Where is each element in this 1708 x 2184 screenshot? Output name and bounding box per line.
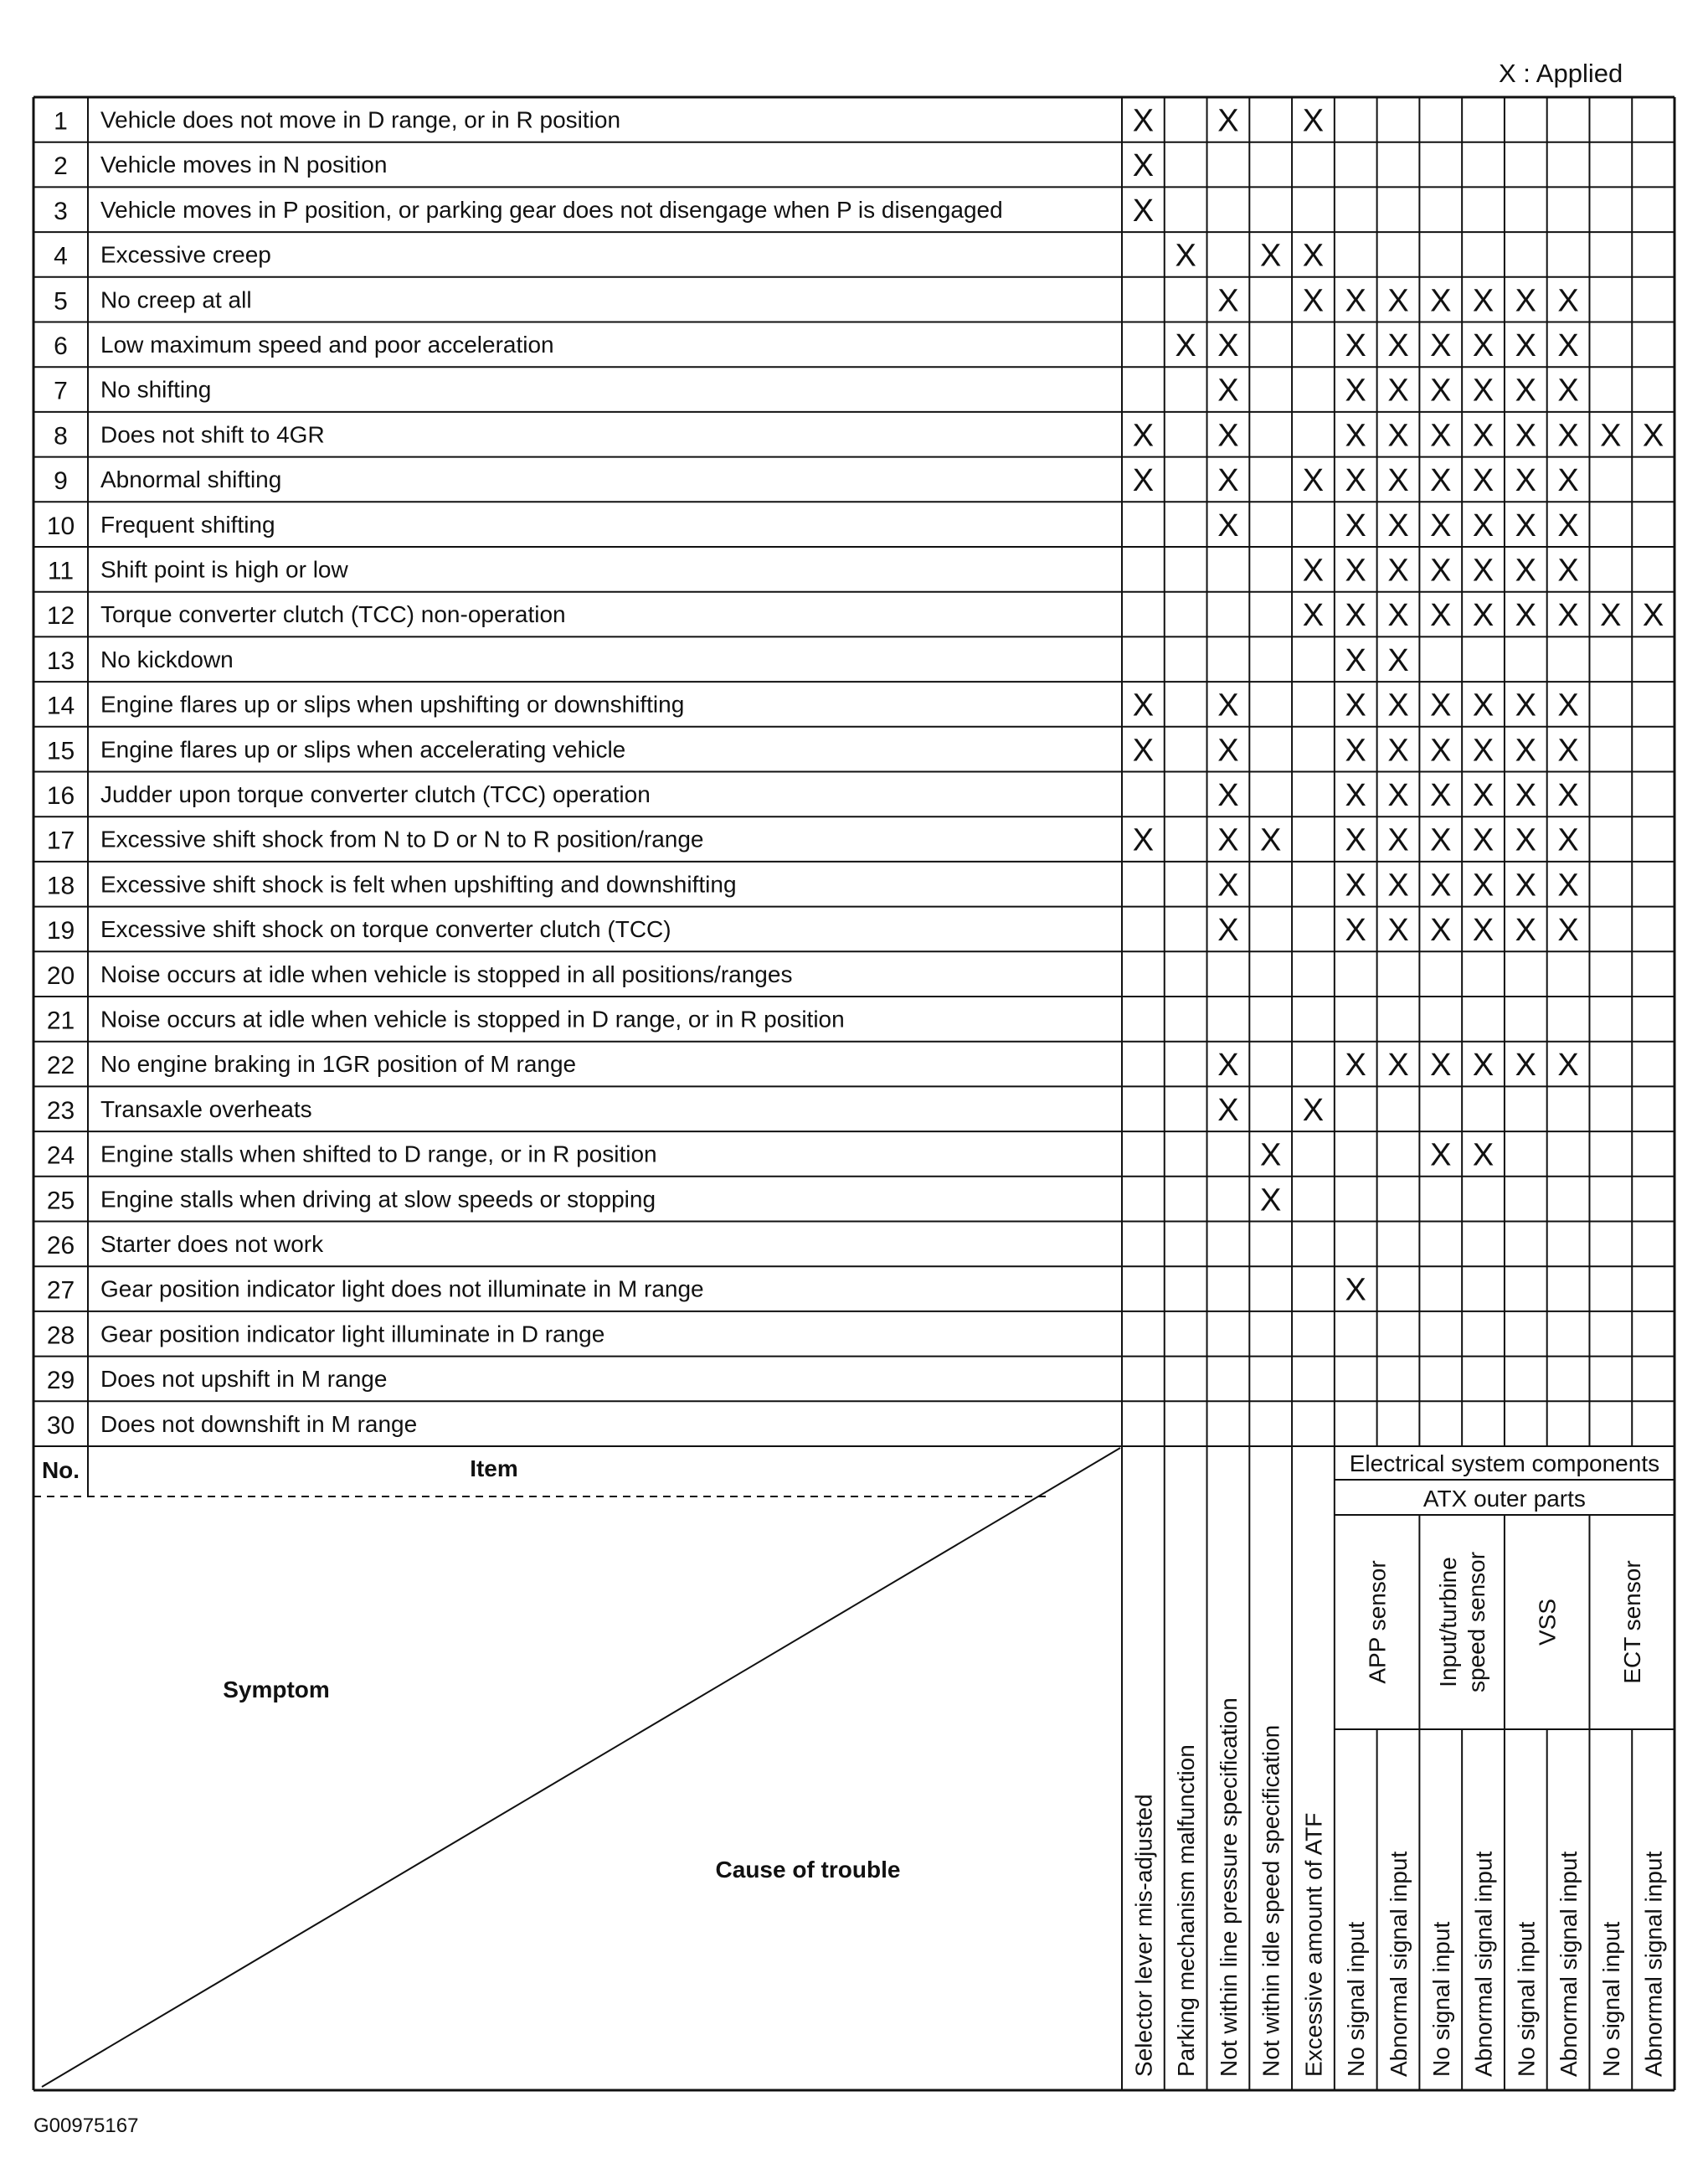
sensor-group-label: ECT sensor bbox=[1619, 1560, 1646, 1684]
applied-mark: X bbox=[1217, 103, 1239, 139]
row-number: 28 bbox=[46, 1321, 75, 1350]
applied-mark: X bbox=[1387, 733, 1409, 769]
row-number: 1 bbox=[54, 107, 68, 136]
cause-label: Parking mechanism malfunction bbox=[1173, 1744, 1200, 2077]
symptom-item: Vehicle moves in N position bbox=[100, 152, 388, 178]
applied-mark: X bbox=[1472, 463, 1494, 499]
cause-label: Not within line pressure specification bbox=[1215, 1697, 1242, 2077]
document-id: G00975167 bbox=[33, 2114, 139, 2137]
symptom-item: Torque converter clutch (TCC) non-operation bbox=[100, 601, 566, 628]
symptom-item: Engine flares up or slips when accelerating vehicle bbox=[100, 736, 626, 763]
symptom-item: Judder upon torque converter clutch (TCC) operation bbox=[100, 781, 651, 808]
applied-mark: X bbox=[1217, 1092, 1239, 1128]
applied-mark: X bbox=[1557, 283, 1579, 319]
applied-mark: X bbox=[1345, 1048, 1366, 1084]
symptom-item: Frequent shifting bbox=[100, 511, 275, 538]
applied-mark: X bbox=[1260, 1137, 1282, 1173]
cause-label: No signal input bbox=[1513, 1921, 1540, 2077]
row-number: 16 bbox=[46, 782, 75, 811]
cause-label: Abnormal signal input bbox=[1556, 1851, 1582, 2077]
symptom-item: Vehicle moves in P position, or parking gear does not disengage when P is disengaged bbox=[100, 196, 1003, 223]
applied-mark: X bbox=[1642, 418, 1664, 454]
symptom-item: Shift point is high or low bbox=[100, 556, 348, 583]
row-number: 29 bbox=[46, 1367, 75, 1395]
symptom-item: No kickdown bbox=[100, 646, 234, 672]
applied-mark: X bbox=[1387, 778, 1409, 814]
applied-mark: X bbox=[1387, 418, 1409, 454]
symptom-item: Noise occurs at idle when vehicle is stopped in all positions/ranges bbox=[100, 961, 793, 987]
sensor-group-label: APP sensor bbox=[1364, 1560, 1391, 1684]
applied-mark: X bbox=[1557, 688, 1579, 724]
applied-mark: X bbox=[1557, 1048, 1579, 1084]
cause-label: Selector lever mis-adjusted bbox=[1130, 1794, 1157, 2077]
sensor-group-label: speed sensor bbox=[1464, 1551, 1490, 1693]
atx-group-label: ATX outer parts bbox=[1422, 1486, 1586, 1512]
symptom-item: Vehicle does not move in D range, or in R position bbox=[100, 106, 621, 133]
item-header: Item bbox=[470, 1455, 518, 1481]
row-number: 14 bbox=[46, 692, 75, 720]
applied-mark: X bbox=[1132, 463, 1155, 499]
applied-mark: X bbox=[1515, 778, 1536, 814]
applied-mark: X bbox=[1430, 1048, 1452, 1084]
applied-mark: X bbox=[1515, 1048, 1536, 1084]
applied-mark: X bbox=[1345, 598, 1366, 634]
applied-mark: X bbox=[1387, 868, 1409, 904]
row-number: 22 bbox=[46, 1052, 75, 1080]
applied-mark: X bbox=[1430, 733, 1452, 769]
cause-label: Excessive amount of ATF bbox=[1300, 1812, 1327, 2077]
symptom-item: Abnormal shifting bbox=[100, 466, 282, 493]
row-number: 30 bbox=[46, 1411, 75, 1440]
applied-mark: X bbox=[1557, 507, 1579, 543]
applied-mark: X bbox=[1132, 103, 1155, 139]
row-number: 6 bbox=[54, 332, 68, 361]
applied-mark: X bbox=[1345, 868, 1366, 904]
applied-mark: X bbox=[1217, 418, 1239, 454]
applied-mark: X bbox=[1430, 507, 1452, 543]
diagonal-line bbox=[42, 1448, 1120, 2087]
row-number: 13 bbox=[46, 646, 75, 675]
applied-mark: X bbox=[1217, 868, 1239, 904]
symptom-item: Does not shift to 4GR bbox=[100, 421, 325, 448]
applied-mark: X bbox=[1557, 373, 1579, 409]
applied-mark: X bbox=[1472, 553, 1494, 589]
applied-mark: X bbox=[1557, 778, 1579, 814]
row-number: 23 bbox=[46, 1096, 75, 1125]
row-number: 7 bbox=[54, 377, 68, 405]
applied-mark: X bbox=[1387, 283, 1409, 319]
applied-mark: X bbox=[1387, 507, 1409, 543]
symptom-item: Engine flares up or slips when upshifting or downshifting bbox=[100, 691, 685, 718]
applied-mark: X bbox=[1430, 822, 1452, 858]
electrical-group-label: Electrical system components bbox=[1349, 1450, 1660, 1476]
applied-mark: X bbox=[1430, 778, 1452, 814]
applied-mark: X bbox=[1515, 733, 1536, 769]
applied-mark: X bbox=[1387, 642, 1409, 678]
row-number: 12 bbox=[46, 602, 75, 631]
applied-mark: X bbox=[1515, 418, 1536, 454]
applied-mark: X bbox=[1387, 688, 1409, 724]
applied-mark: X bbox=[1260, 1182, 1282, 1218]
symptom-item: Excessive shift shock on torque converter clutch (TCC) bbox=[100, 916, 671, 943]
applied-mark: X bbox=[1430, 463, 1452, 499]
row-number: 10 bbox=[46, 512, 75, 540]
applied-mark: X bbox=[1430, 418, 1452, 454]
applied-mark: X bbox=[1345, 553, 1366, 589]
applied-mark: X bbox=[1175, 238, 1196, 274]
applied-mark: X bbox=[1217, 778, 1239, 814]
applied-mark: X bbox=[1345, 507, 1366, 543]
applied-mark: X bbox=[1430, 553, 1452, 589]
applied-mark: X bbox=[1472, 328, 1494, 364]
applied-mark: X bbox=[1217, 507, 1239, 543]
applied-mark: X bbox=[1132, 822, 1155, 858]
applied-mark: X bbox=[1600, 418, 1622, 454]
applied-mark: X bbox=[1387, 553, 1409, 589]
applied-mark: X bbox=[1557, 418, 1579, 454]
row-number: 25 bbox=[46, 1187, 75, 1215]
applied-mark: X bbox=[1515, 283, 1536, 319]
applied-mark: X bbox=[1217, 463, 1239, 499]
row-number: 26 bbox=[46, 1232, 75, 1260]
symptom-item: Does not upshift in M range bbox=[100, 1366, 388, 1393]
cause-label: Abnormal signal input bbox=[1470, 1851, 1497, 2077]
symptom-header: Symptom bbox=[223, 1677, 330, 1702]
symptom-item: Starter does not work bbox=[100, 1231, 324, 1258]
applied-mark: X bbox=[1302, 103, 1325, 139]
applied-mark: X bbox=[1217, 688, 1239, 724]
legend-applied: X : Applied bbox=[1499, 59, 1623, 88]
applied-mark: X bbox=[1132, 688, 1155, 724]
applied-mark: X bbox=[1472, 778, 1494, 814]
no-header: No. bbox=[41, 1457, 80, 1483]
applied-mark: X bbox=[1515, 688, 1536, 724]
symptom-item: Does not downshift in M range bbox=[100, 1410, 418, 1437]
applied-mark: X bbox=[1472, 1137, 1494, 1173]
applied-mark: X bbox=[1217, 913, 1239, 949]
applied-mark: X bbox=[1430, 688, 1452, 724]
applied-mark: X bbox=[1557, 822, 1579, 858]
applied-mark: X bbox=[1345, 328, 1366, 364]
applied-mark: X bbox=[1472, 418, 1494, 454]
row-number: 20 bbox=[46, 961, 75, 990]
applied-mark: X bbox=[1302, 463, 1325, 499]
symptom-item: Excessive shift shock is felt when upshifting and downshifting bbox=[100, 871, 737, 898]
applied-mark: X bbox=[1472, 688, 1494, 724]
applied-mark: X bbox=[1472, 598, 1494, 634]
applied-mark: X bbox=[1557, 463, 1579, 499]
cause-label: Abnormal signal input bbox=[1640, 1851, 1667, 2077]
row-number: 9 bbox=[54, 467, 68, 496]
symptom-item: Noise occurs at idle when vehicle is stopped in D range, or in R position bbox=[100, 1006, 845, 1033]
applied-mark: X bbox=[1132, 418, 1155, 454]
applied-mark: X bbox=[1472, 507, 1494, 543]
applied-mark: X bbox=[1515, 463, 1536, 499]
applied-mark: X bbox=[1175, 328, 1196, 364]
applied-mark: X bbox=[1430, 373, 1452, 409]
applied-mark: X bbox=[1430, 283, 1452, 319]
applied-mark: X bbox=[1345, 822, 1366, 858]
row-number: 5 bbox=[54, 287, 68, 316]
applied-mark: X bbox=[1472, 373, 1494, 409]
symptom-item: Gear position indicator light does not illuminate in M range bbox=[100, 1275, 704, 1302]
applied-mark: X bbox=[1387, 373, 1409, 409]
symptom-item: No shifting bbox=[100, 376, 212, 403]
row-number: 27 bbox=[46, 1276, 75, 1305]
applied-mark: X bbox=[1132, 733, 1155, 769]
row-number: 19 bbox=[46, 917, 75, 945]
applied-mark: X bbox=[1472, 283, 1494, 319]
applied-mark: X bbox=[1302, 238, 1325, 274]
applied-mark: X bbox=[1132, 148, 1155, 184]
cause-label: No signal input bbox=[1597, 1921, 1624, 2077]
row-number: 8 bbox=[54, 422, 68, 451]
applied-mark: X bbox=[1515, 373, 1536, 409]
row-number: 15 bbox=[46, 737, 75, 765]
applied-mark: X bbox=[1430, 598, 1452, 634]
row-number: 18 bbox=[46, 872, 75, 900]
applied-mark: X bbox=[1387, 328, 1409, 364]
applied-mark: X bbox=[1600, 598, 1622, 634]
applied-mark: X bbox=[1387, 1048, 1409, 1084]
applied-mark: X bbox=[1557, 553, 1579, 589]
row-number: 17 bbox=[46, 827, 75, 855]
applied-mark: X bbox=[1387, 598, 1409, 634]
applied-mark: X bbox=[1430, 328, 1452, 364]
applied-mark: X bbox=[1515, 822, 1536, 858]
symptom-item: Engine stalls when driving at slow speeds or stopping bbox=[100, 1186, 656, 1213]
applied-mark: X bbox=[1430, 1137, 1452, 1173]
applied-mark: X bbox=[1345, 913, 1366, 949]
applied-mark: X bbox=[1387, 913, 1409, 949]
applied-mark: X bbox=[1345, 373, 1366, 409]
applied-mark: X bbox=[1515, 913, 1536, 949]
cause-label: Abnormal signal input bbox=[1386, 1851, 1412, 2077]
row-number: 4 bbox=[54, 242, 68, 270]
symptom-item: Gear position indicator light illuminate in D range bbox=[100, 1321, 605, 1347]
applied-mark: X bbox=[1557, 328, 1579, 364]
applied-mark: X bbox=[1472, 733, 1494, 769]
applied-mark: X bbox=[1345, 778, 1366, 814]
applied-mark: X bbox=[1217, 1048, 1239, 1084]
applied-mark: X bbox=[1345, 463, 1366, 499]
row-number: 21 bbox=[46, 1007, 75, 1035]
applied-mark: X bbox=[1302, 1092, 1325, 1128]
applied-mark: X bbox=[1302, 598, 1325, 634]
cause-header: Cause of trouble bbox=[715, 1857, 901, 1883]
applied-mark: X bbox=[1515, 328, 1536, 364]
applied-mark: X bbox=[1217, 283, 1239, 319]
applied-mark: X bbox=[1132, 193, 1155, 229]
applied-mark: X bbox=[1217, 822, 1239, 858]
cause-label: No signal input bbox=[1428, 1921, 1454, 2077]
cause-label: Not within idle speed specification bbox=[1258, 1724, 1284, 2077]
applied-mark: X bbox=[1260, 238, 1282, 274]
applied-mark: X bbox=[1472, 868, 1494, 904]
symptom-item: Excessive shift shock from N to D or N to R position/range bbox=[100, 826, 704, 852]
applied-mark: X bbox=[1345, 688, 1366, 724]
applied-mark: X bbox=[1472, 1048, 1494, 1084]
applied-mark: X bbox=[1430, 913, 1452, 949]
applied-mark: X bbox=[1557, 733, 1579, 769]
sensor-group-label: VSS bbox=[1534, 1598, 1561, 1646]
applied-mark: X bbox=[1302, 553, 1325, 589]
applied-mark: X bbox=[1345, 1272, 1366, 1308]
applied-mark: X bbox=[1260, 822, 1282, 858]
applied-mark: X bbox=[1557, 598, 1579, 634]
applied-mark: X bbox=[1515, 868, 1536, 904]
applied-mark: X bbox=[1557, 868, 1579, 904]
applied-mark: X bbox=[1345, 283, 1366, 319]
applied-mark: X bbox=[1217, 328, 1239, 364]
symptom-item: No engine braking in 1GR position of M range bbox=[100, 1051, 577, 1078]
applied-mark: X bbox=[1515, 598, 1536, 634]
row-number: 24 bbox=[46, 1141, 75, 1170]
applied-mark: X bbox=[1345, 642, 1366, 678]
symptom-item: Engine stalls when shifted to D range, or in R position bbox=[100, 1141, 657, 1167]
applied-mark: X bbox=[1430, 868, 1452, 904]
applied-mark: X bbox=[1472, 822, 1494, 858]
symptom-item: Transaxle overheats bbox=[100, 1095, 312, 1122]
row-number: 2 bbox=[54, 152, 68, 181]
applied-mark: X bbox=[1387, 463, 1409, 499]
applied-mark: X bbox=[1345, 418, 1366, 454]
applied-mark: X bbox=[1217, 733, 1239, 769]
applied-mark: X bbox=[1515, 507, 1536, 543]
applied-mark: X bbox=[1387, 822, 1409, 858]
cause-label: No signal input bbox=[1343, 1921, 1370, 2077]
sensor-group-label: Input/turbine bbox=[1435, 1557, 1462, 1687]
row-number: 11 bbox=[47, 557, 75, 585]
symptom-item: Low maximum speed and poor acceleration bbox=[100, 332, 554, 358]
applied-mark: X bbox=[1515, 553, 1536, 589]
symptom-item: Excessive creep bbox=[100, 241, 271, 268]
symptom-item: No creep at all bbox=[100, 286, 252, 313]
applied-mark: X bbox=[1642, 598, 1664, 634]
applied-mark: X bbox=[1302, 283, 1325, 319]
row-number: 3 bbox=[54, 197, 68, 225]
applied-mark: X bbox=[1345, 733, 1366, 769]
applied-mark: X bbox=[1217, 373, 1239, 409]
applied-mark: X bbox=[1557, 913, 1579, 949]
applied-mark: X bbox=[1472, 913, 1494, 949]
